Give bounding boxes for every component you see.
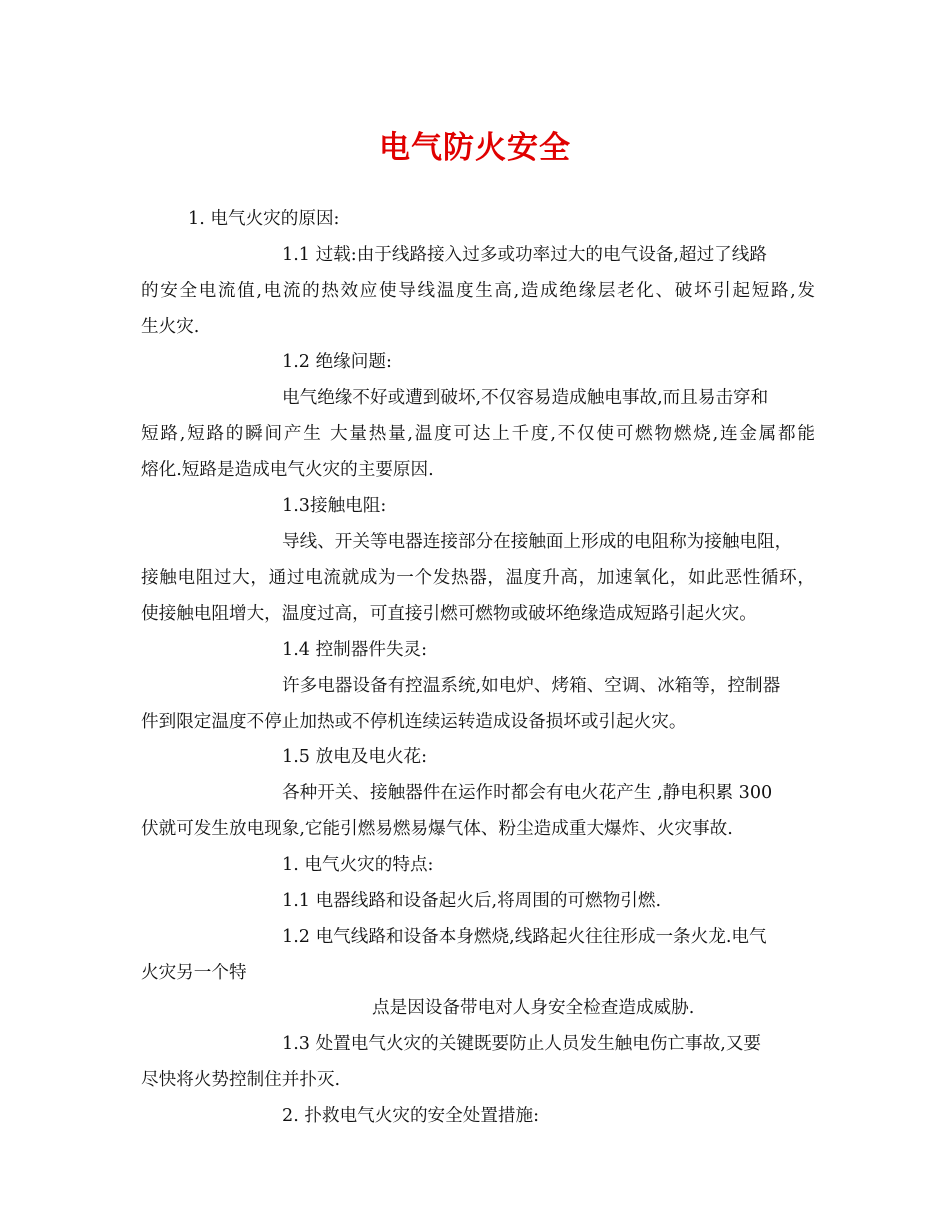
body-line: 各种开关、接触器件在运作时都会有电火花产生 ,静电积累 300 [282, 783, 773, 803]
body-line: 件到限定温度不停止加热或不停机连续运转造成设备损坏或引起火灾。 [141, 712, 687, 732]
body-line: 1.1 电器线路和设备起火后,将周围的可燃物引燃. [282, 891, 662, 911]
body-line: 1.1 过载:由于线路接入过多或功率过大的电气设备,超过了线路 [282, 245, 767, 265]
body-line: 熔化.短路是造成电气火灾的主要原因. [141, 460, 434, 480]
body-line: 短路,短路的瞬间产生 大量热量,温度可达上千度,不仅使可燃物燃烧,连金属都能 [141, 424, 815, 444]
body-line: 生火灾. [141, 317, 200, 337]
body-line: 1.5 放电及电火花: [282, 747, 428, 767]
body-line: 的安全电流值,电流的热效应使导线温度生高,造成绝缘层老化、破坏引起短路,发 [141, 281, 815, 301]
body-line: 使接触电阻增大，温度过高，可直接引燃可燃物或破坏绝缘造成短路引起火灾。 [141, 604, 757, 624]
body-line: 点是因设备带电对人身安全检查造成威胁. [372, 998, 695, 1018]
body-line: 1.2 绝缘问题: [282, 352, 392, 372]
body-line: 1. 电气火灾的特点: [282, 855, 434, 875]
body-line: 1.2 电气线路和设备本身燃烧,线路起火往往形成一条火龙.电气 [282, 927, 767, 947]
body-line: 接触电阻过大，通过电流就成为一个发热器，温度升高，加速氧化，如此恶性循环， [141, 568, 815, 588]
body-line: 导线、开关等电器连接部分在接触面上形成的电阻称为接触电阻， [282, 532, 793, 552]
body-line: 火灾另一个特 [141, 963, 247, 983]
body-line: 尽快将火势控制住并扑灭. [141, 1070, 341, 1090]
body-line: 1.4 控制器件失灵: [282, 640, 428, 660]
body-line: 伏就可发生放电现象,它能引燃易燃易爆气体、粉尘造成重大爆炸、火灾事故. [141, 819, 733, 839]
document-title: 电气防火安全 [379, 130, 571, 166]
body-line: 1.3 处置电气火灾的关键既要防止人员发生触电伤亡事故,又要 [282, 1034, 762, 1054]
body-line: 1. 电气火灾的原因: [188, 209, 340, 229]
body-line: 2. 扑救电气火灾的安全处置措施: [282, 1106, 540, 1126]
body-line: 许多电器设备有控温系统,如电炉、烤箱、空调、冰箱等，控制器 [282, 676, 781, 696]
body-line: 电气绝缘不好或遭到破坏,不仅容易造成触电事故,而且易击穿和 [282, 388, 769, 408]
body-line: 1.3接触电阻: [282, 496, 387, 516]
